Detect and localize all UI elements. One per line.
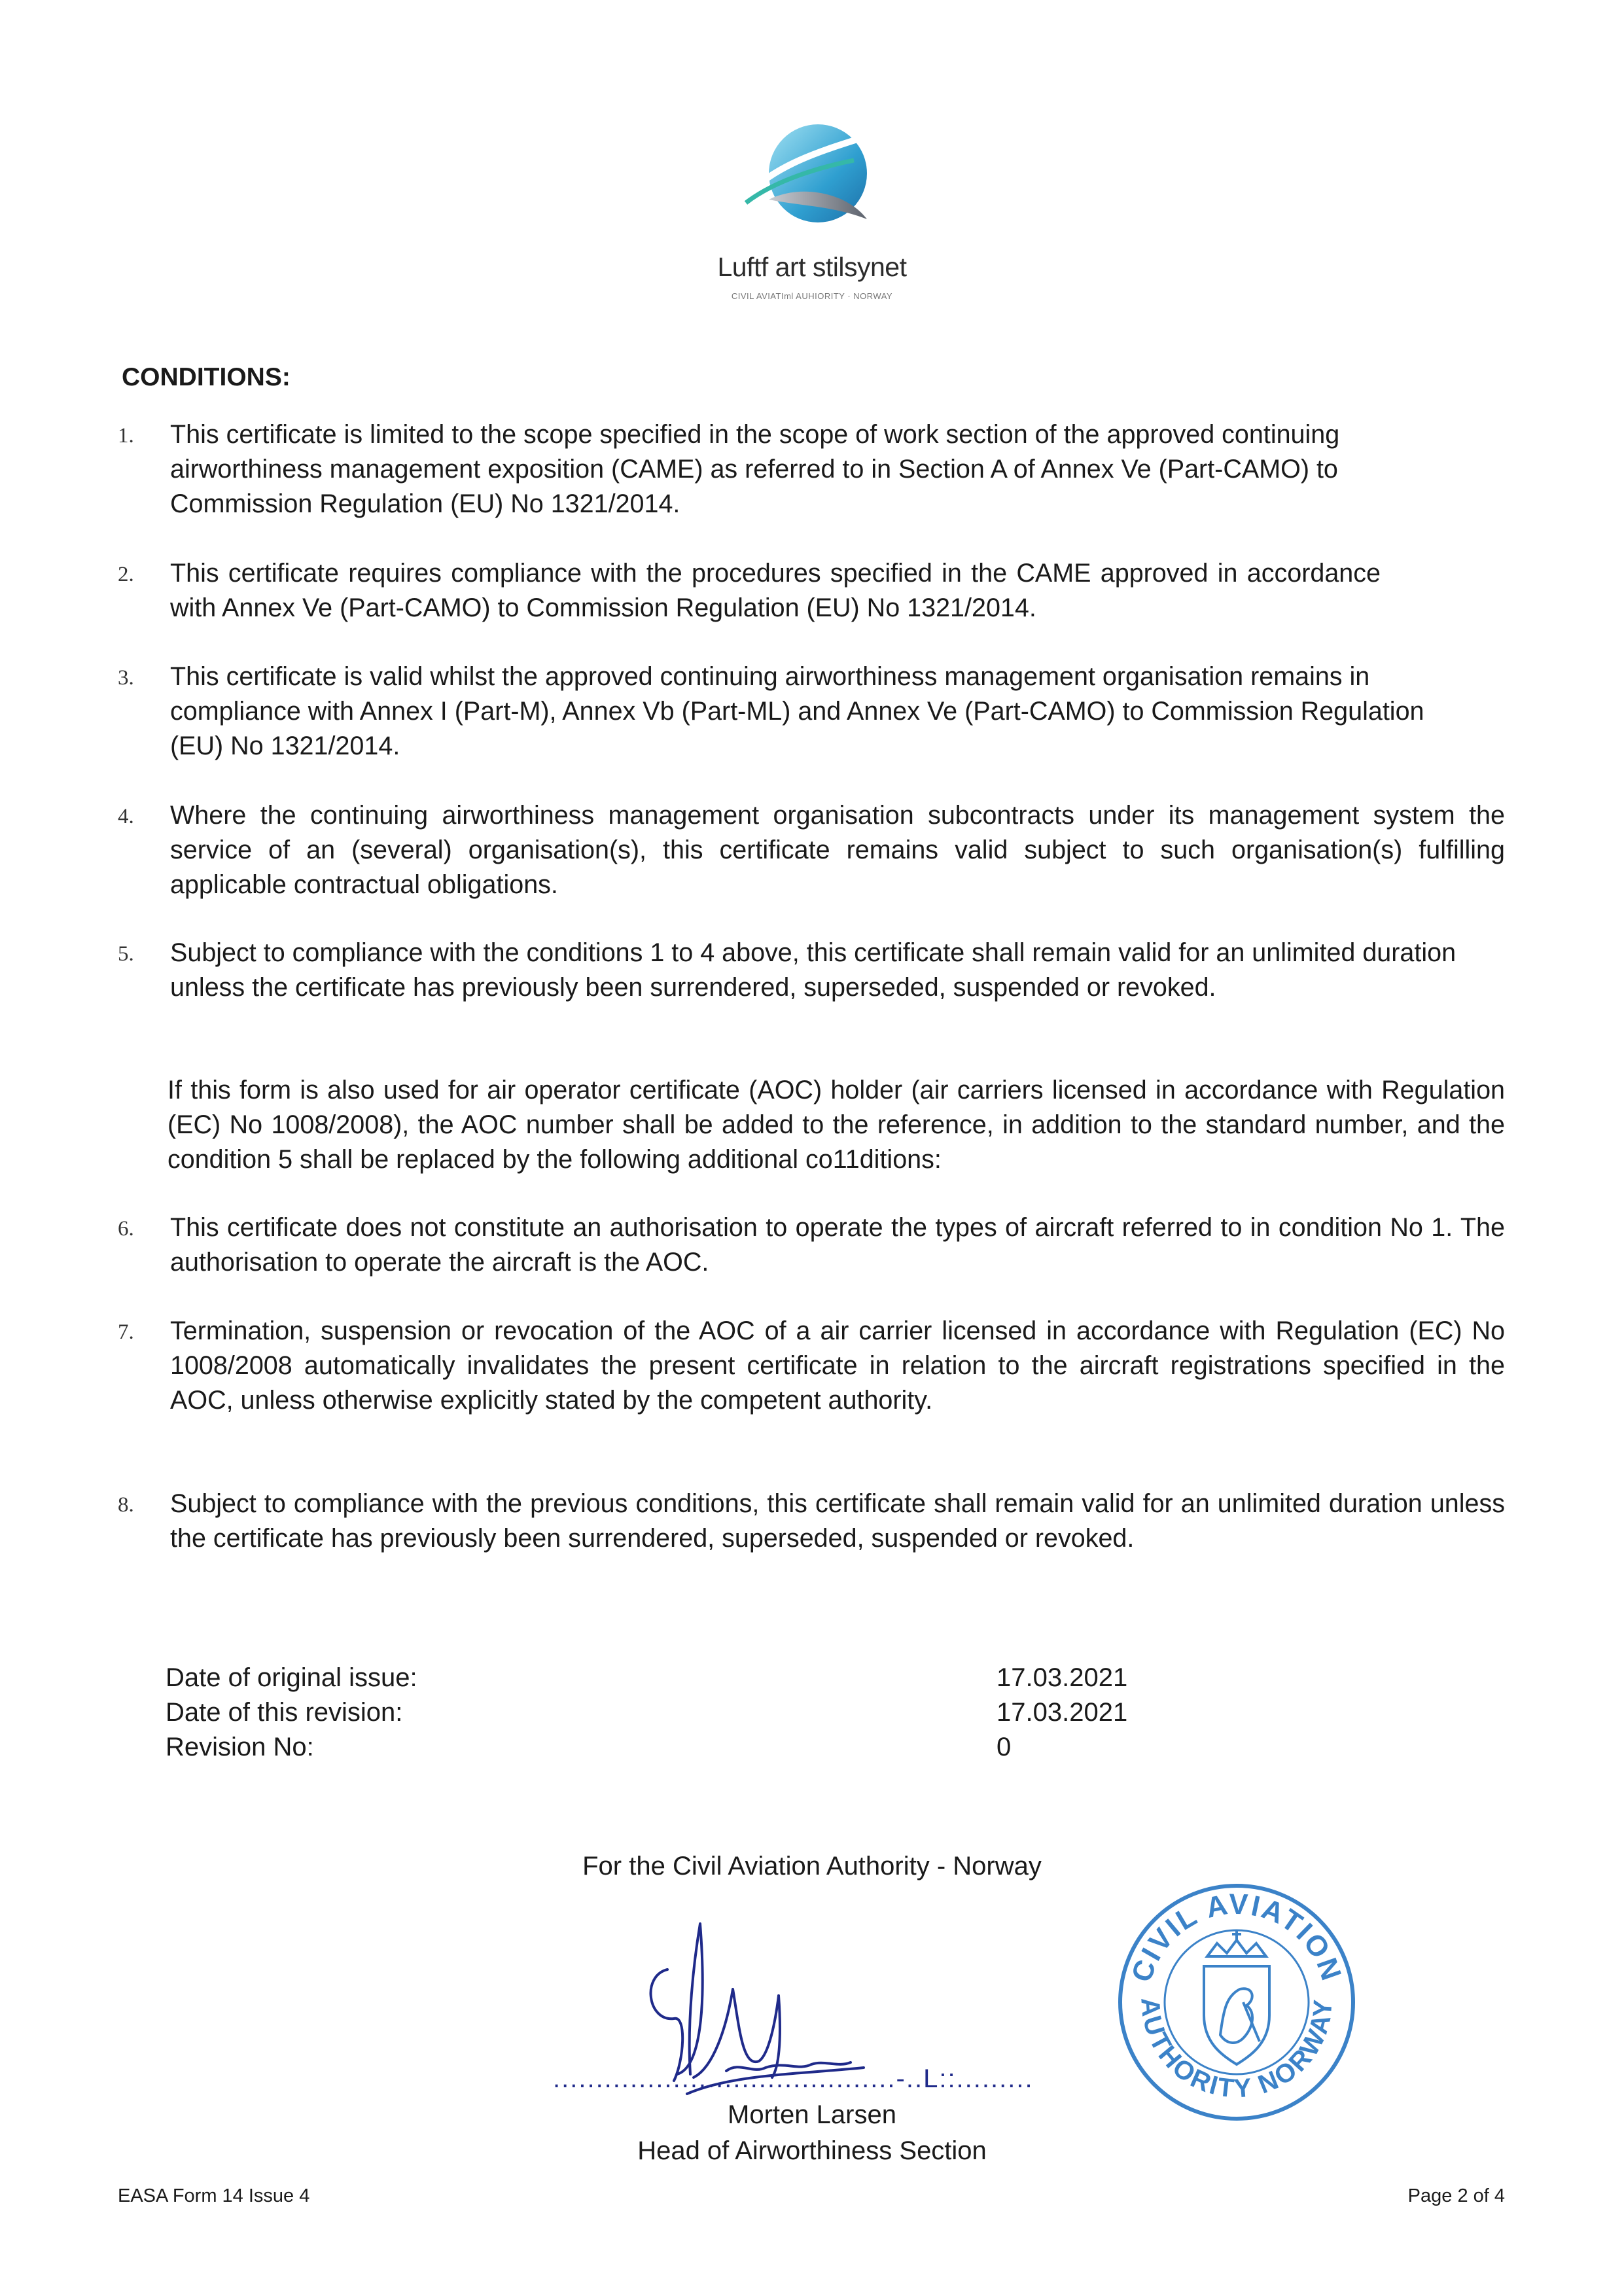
condition-number: 8.: [118, 1493, 134, 1517]
brand-subtitle: CIVIL AVIATIml AUHIORITY · NORWAY: [731, 291, 893, 301]
revision-label: Revision No:: [166, 1733, 314, 1761]
date-label: Date of this revision:: [166, 1698, 403, 1727]
condition-number: 5.: [118, 942, 134, 966]
condition-text: This certificate is valid whilst the approved continuing airworthiness management organisation remains in compliance with Annex I (Part-M), Annex Vb (Part-ML) and Annex Ve (Part-CAMO) to Commission Regulation (EU) No 1321/2014.: [170, 662, 1424, 760]
signer-title: Head of Airworthiness Section: [637, 2136, 987, 2165]
condition-number: 4.: [118, 805, 134, 828]
condition-text: This certificate does not constitute an authorisation to operate the types of aircraft referred to in condition No 1. The authorisation to operate the aircraft is the AOC.: [170, 1213, 1505, 1277]
aoc-note: If this form is also used for air operator certificate (AOC) holder (air carriers licensed in accordance with Regulation (EC) No 1008/2008), the AOC number shall be added to the reference, in addition to the standard number, and the condition 5 shall be replaced by the following additional co11ditions:: [168, 1076, 1505, 1174]
form-identifier: EASA Form 14 Issue 4: [118, 2185, 310, 2206]
conditions-heading: CONDITIONS:: [122, 363, 291, 391]
signer-name: Morten Larsen: [728, 2100, 896, 2129]
revision-value: 0: [997, 1733, 1012, 1761]
authority-logo: [743, 121, 880, 245]
authority-stamp: [1112, 1878, 1361, 2127]
condition-text: Subject to compliance with the conditions 1 to 4 above, this certificate shall remain valid for an unlimited duration unless the certificate has previously been surrendered, superseded, suspended or revoked.: [170, 938, 1456, 1002]
condition-number: 7.: [118, 1320, 134, 1344]
condition-number: 6.: [118, 1217, 134, 1241]
condition-text: This certificate is limited to the scope specified in the scope of work section of the approved continuing airworthiness management exposition (CAME) as referred to in Section A of Annex Ve (Part-CAMO) to Commission Regulation (EU) No 1321/2014.: [170, 420, 1340, 518]
condition-text: Where the continuing airworthiness management organisation subcontracts under its management system the service of an (several) organisation(s), this certificate remains valid subject to such organisation(s) fulfilling applicable contractual obligations.: [170, 801, 1505, 899]
condition-number: 1.: [118, 424, 134, 448]
signature-line: ........................................-..L::.........: [553, 2064, 1034, 2093]
page-number: Page 2 of 4: [1407, 2185, 1505, 2206]
condition-number: 2.: [118, 563, 134, 586]
stamp-top-text: CIVIL AVIATION: [1125, 1888, 1349, 1987]
date-label: Date of original issue:: [166, 1663, 417, 1692]
stamp-bottom-text: AUTHORITY NORWAY: [1135, 1996, 1338, 2104]
condition-text: This certificate requires compliance with the procedures specified in the CAME approved in accordance with Annex Ve (Part-CAMO) to Commission Regulation (EU) No 1321/2014.: [170, 559, 1381, 622]
handwritten-signature: [628, 1911, 903, 2127]
condition-text: Subject to compliance with the previous conditions, this certificate shall remain valid for an unlimited duration unless the certificate has previously been surrendered, superseded, suspended or revoked.: [170, 1489, 1505, 1553]
date-value: 17.03.2021: [997, 1698, 1128, 1727]
for-authority-line: For the Civil Aviation Authority - Norway: [582, 1852, 1042, 1881]
condition-text: Termination, suspension or revocation of the AOC of a air carrier licensed in accordance with Regulation (EC) No 1008/2008 automatically invalidates the present certificate in relation to the aircraft registrations specified in the AOC, unless otherwise explicitly stated by the competent authority.: [170, 1316, 1505, 1415]
condition-number: 3.: [118, 666, 134, 690]
date-value: 17.03.2021: [997, 1663, 1128, 1692]
brand-name: Luftf art stilsynet: [717, 252, 907, 282]
